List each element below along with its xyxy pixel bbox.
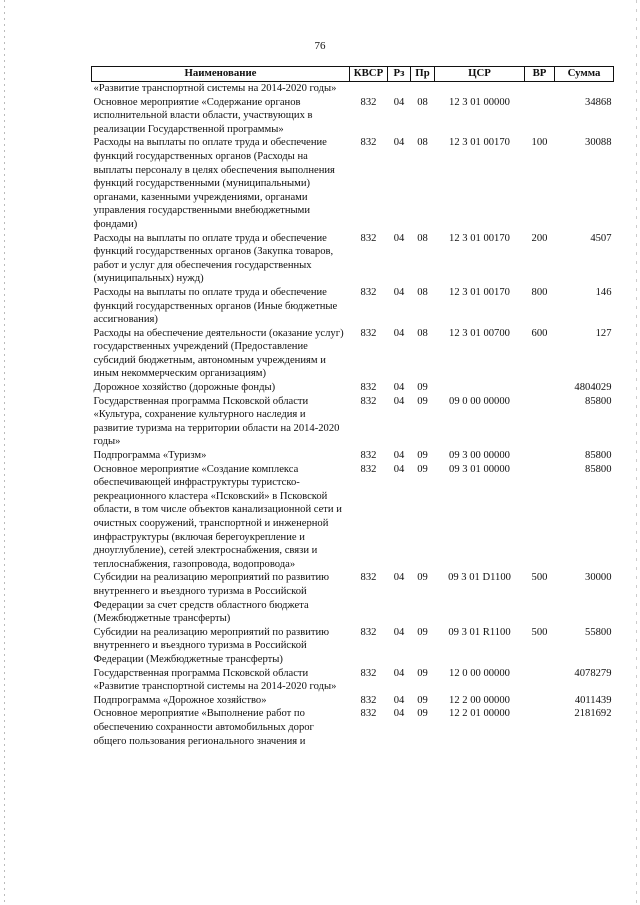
row-csr: 12 3 01 00700: [449, 327, 510, 339]
row-vr: [525, 667, 555, 694]
row-pr: 08: [417, 327, 428, 339]
row-kvsr: 832: [360, 572, 377, 584]
row-csr: 12 3 01 00000: [449, 96, 510, 108]
binder-edge-right: [636, 0, 637, 905]
row-pr: 09: [417, 667, 428, 679]
row-rz: 04: [393, 137, 405, 149]
row-name: Субсидии на реализацию мероприятий по развитию внутреннего и въездного туризма в Российской Федерации (Межбюджетные трансферты): [93, 626, 330, 665]
row-name: Основное мероприятие «Содержание органов исполнительной власти области, участвующих в реализации Государственной программы»: [93, 96, 313, 135]
header-sum: Сумма: [555, 67, 614, 82]
row-sum: 4078279: [574, 667, 612, 679]
row-csr: 09 0 00 00000: [449, 395, 510, 407]
row-rz: 04: [393, 382, 405, 394]
row-kvsr: 832: [360, 327, 377, 339]
row-rz: 04: [393, 626, 405, 638]
row-kvsr: 832: [360, 96, 377, 108]
row-name: Дорожное хозяйство (дорожные фонды): [93, 382, 276, 394]
row-vr: 500: [531, 626, 548, 638]
row-kvsr: 832: [360, 694, 377, 706]
row-name: Подпрограмма «Дорожное хозяйство»: [93, 694, 267, 706]
row-pr: 09: [417, 708, 428, 720]
row-sum: 30088: [585, 137, 612, 149]
row-kvsr: 832: [360, 382, 377, 394]
row-name: Расходы на выплаты по оплате труда и обеспечение функций государственных органов (Иные бюджетные ассигнования): [93, 286, 338, 326]
row-csr: 12 3 01 00170: [449, 232, 510, 244]
row-rz: 04: [393, 572, 405, 584]
row-vr: [525, 463, 555, 572]
row-vr: [525, 449, 555, 463]
row-vr: 800: [531, 286, 548, 298]
row-csr: 09 3 00 00000: [449, 450, 510, 462]
row-sum: 127: [595, 327, 612, 339]
row-name: Подпрограмма «Туризм»: [93, 450, 207, 462]
row-kvsr: [350, 82, 388, 96]
table-row: [92, 694, 614, 708]
row-name: Расходы на обеспечение деятельности (оказание услуг) государственных учреждений (Предоставление субсидий бюджетным, автономным учреждениям и иным некоммерческим организациям): [93, 327, 344, 380]
row-vr: 200: [531, 232, 548, 244]
binder-edge-left: [4, 0, 5, 905]
row-pr: 08: [417, 286, 428, 298]
row-rz: 04: [393, 708, 405, 720]
row-rz: 04: [393, 96, 405, 108]
page-number: 76: [314, 40, 326, 52]
row-csr: 12 3 01 00170: [449, 286, 510, 298]
row-rz: [388, 82, 411, 96]
row-sum: 4011439: [574, 694, 612, 706]
row-pr: 09: [417, 463, 428, 475]
row-rz: 04: [393, 463, 405, 475]
row-kvsr: 832: [360, 395, 377, 407]
table-row: [92, 449, 614, 463]
row-csr: 09 3 01 00000: [449, 463, 510, 475]
header-name: Наименование: [92, 67, 350, 82]
row-sum: 4804029: [574, 382, 612, 394]
row-kvsr: 832: [360, 463, 377, 475]
row-name: Основное мероприятие «Создание комплекса обеспечивающей инфраструктуры туристско-рекреационного кластера «Псковский» в Псковской области, в том числе объектов канализационной сети и очистных сооружений, транспортной и инженерной инфраструктуры (включая берегоукрепление и дноуглубление), сетей электроснабжения, связи и теплоснабжения, газопровода, водопровода»: [93, 463, 342, 570]
header-vr: ВР: [525, 67, 555, 82]
row-rz: 04: [393, 286, 405, 298]
table-row: [92, 395, 614, 449]
row-kvsr: 832: [360, 450, 377, 462]
table-row: [92, 96, 614, 137]
row-sum: 85800: [585, 450, 612, 462]
row-csr: 09 3 01 D1100: [448, 572, 511, 584]
row-rz: 04: [393, 667, 405, 679]
row-vr: [525, 82, 555, 96]
row-kvsr: 832: [360, 626, 377, 638]
row-vr: 500: [531, 572, 548, 584]
row-sum: 34868: [585, 96, 612, 108]
row-kvsr: 832: [360, 667, 377, 679]
row-vr: 600: [531, 327, 548, 339]
table-row: [92, 286, 614, 327]
row-pr: [411, 82, 435, 96]
table-header-row: [92, 67, 614, 82]
row-pr: 09: [417, 382, 428, 394]
row-pr: 08: [417, 96, 428, 108]
row-pr: 09: [417, 395, 428, 407]
row-vr: [525, 707, 555, 748]
row-sum: 85800: [585, 463, 612, 475]
table-row: [92, 571, 614, 625]
row-vr: 100: [531, 137, 548, 149]
row-name: «Развитие транспортной системы на 2014-2020 годы»: [93, 83, 337, 94]
row-rz: 04: [393, 694, 405, 706]
row-pr: 08: [417, 232, 428, 244]
row-sum: 146: [595, 286, 612, 298]
table-row: [92, 381, 614, 395]
table-row: [92, 667, 614, 694]
row-csr: [435, 381, 525, 395]
row-csr: 12 0 00 00000: [449, 667, 510, 679]
table-row: [92, 626, 614, 667]
row-sum: 2181692: [574, 708, 612, 720]
table-row: [92, 232, 614, 286]
row-csr: 12 3 01 00170: [449, 137, 510, 149]
row-pr: 08: [417, 137, 428, 149]
row-csr: 09 3 01 R1100: [448, 626, 511, 638]
row-rz: 04: [393, 395, 405, 407]
row-kvsr: 832: [360, 286, 377, 298]
row-name: Государственная программа Псковской области «Развитие транспортной системы на 2014-2020 годы»: [93, 667, 337, 693]
row-sum: 4507: [590, 232, 612, 244]
row-rz: 04: [393, 450, 405, 462]
table-row: [92, 327, 614, 381]
row-sum: 85800: [585, 395, 612, 407]
table-row: [92, 463, 614, 572]
header-csr: ЦСР: [435, 67, 525, 82]
row-csr: 12 2 01 00000: [449, 708, 510, 720]
row-vr: [525, 96, 555, 137]
header-kvsr: КВСР: [350, 67, 388, 82]
row-pr: 09: [417, 626, 428, 638]
row-sum: 30000: [585, 572, 612, 584]
row-kvsr: 832: [360, 232, 377, 244]
table-body: [92, 82, 614, 749]
header-pr: Пр: [411, 67, 435, 82]
row-sum: 55800: [585, 626, 612, 638]
row-pr: 09: [417, 450, 428, 462]
table-row: [92, 136, 614, 231]
table-row: [92, 707, 614, 748]
row-rz: 04: [393, 232, 405, 244]
table-row: [92, 82, 614, 96]
row-name: Расходы на выплаты по оплате труда и обеспечение функций государственных органов (Расходы на выплаты персоналу в целях обеспечения выполнения функций государственными (муниципальными) органами, казенными учреждениями, органами управления государственными внебюджетными фондами): [93, 137, 335, 230]
header-rz: Рз: [388, 67, 411, 82]
row-kvsr: 832: [360, 708, 377, 720]
row-kvsr: 832: [360, 137, 377, 149]
row-vr: [525, 694, 555, 708]
row-pr: 09: [417, 694, 428, 706]
row-sum: [555, 82, 614, 96]
row-name: Расходы на выплаты по оплате труда и обеспечение функций государственных органов (Закупка товаров, работ и услуг для обеспечения государственных (муниципальных) нужд): [93, 232, 334, 285]
row-name: Государственная программа Псковской области «Культура, сохранение культурного наследия и развитие туризма на территории области на 2014-2020 годы»: [93, 395, 340, 448]
budget-table: [91, 66, 614, 748]
row-vr: [525, 395, 555, 449]
row-pr: 09: [417, 572, 428, 584]
row-vr: [525, 381, 555, 395]
row-rz: 04: [393, 327, 405, 339]
row-csr: [435, 82, 525, 96]
row-name: Субсидии на реализацию мероприятий по развитию внутреннего и въездного туризма в Российской Федерации за счет средств областного бюджета (Межбюджетные трансферты): [93, 572, 330, 625]
row-name: Основное мероприятие «Выполнение работ по обеспечению сохранности автомобильных дорог общего пользования регионального значения и: [93, 708, 314, 747]
row-csr: 12 2 00 00000: [449, 694, 510, 706]
